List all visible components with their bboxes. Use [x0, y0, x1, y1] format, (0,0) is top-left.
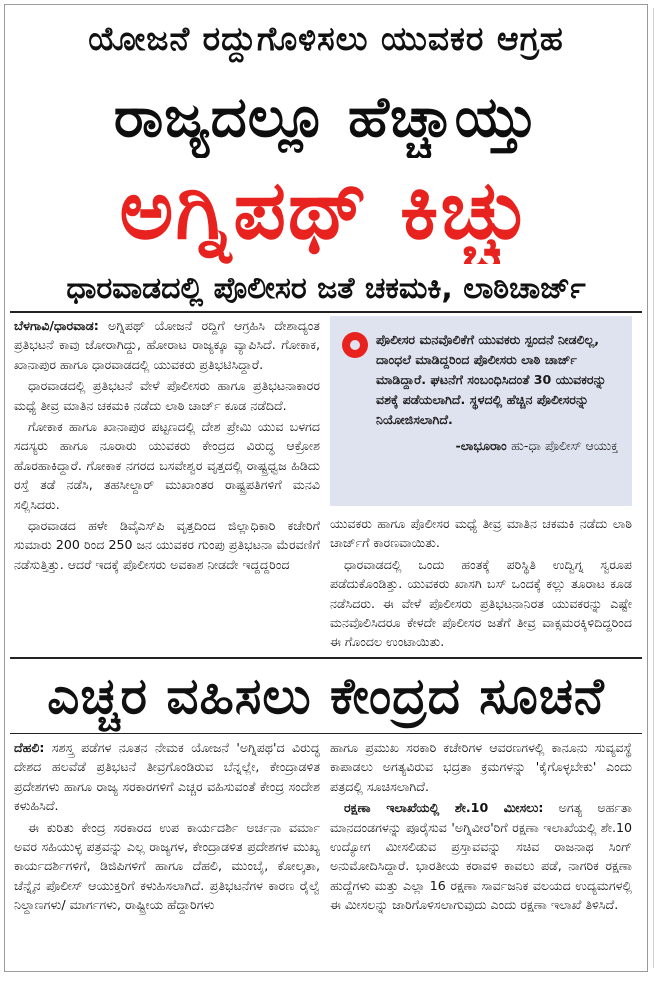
- headline: ರಾಜ್ಯದಲ್ಲೂ ಹೆಚ್ಚಾಯ್ತು: [113, 85, 539, 150]
- article-paragraph: ಈ ಕುರಿತು ಕೇಂದ್ರ ಸರಕಾರದ ಉಪ ಕಾರ್ಯದರ್ಶಿ ಅರ್ಚನಾ ವರ್ಮಾ ಅವರ ಸಹಿಯುಳ್ಳ ಪತ್ರವನ್ನು ಎಲ್ಲ ರಾಜ್ಯಗಳ, ಕೇಂದ್ರಾಡಳಿತ ಪ್ರದೇಶಗಳ ಮುಖ್ಯ ಕಾರ್ಯದರ್ಶಿಗಳಿಗೆ, ಡಿಜಿಪಿಗಳಿಗೆ ಹಾಗೂ ದೆಹಲಿ, ಮುಂಬೈ, ಕೋಲ್ಕತಾ, ಚೆನ್ನೈನ ಪೊಲೀಸ್ ಆಯುಕ್ತರಿಗೆ ಕಳುಹಿಸಲಾಗಿದೆ. ಪ್ರತಿಭಟನೆಗಳ ಕಾರಣ ರೈಲ್ವೆ ನಿಲ್ದಾಣಗಳು/ ಮಾರ್ಗಗಳು, ರಾಷ್ಟ್ರೀಯ ಹೆದ್ದಾರಿಗಳು: [14, 819, 320, 913]
- article-paragraph: ಧಾರವಾಡದ ಹಳೇ ಡಿವೈಎಸ್‌ಪಿ ವೃತ್ತದಿಂದ ಜಿಲ್ಲಾಧಿಕಾರಿ ಕಚೇರಿಗೆ ಸುಮಾರು 200 ರಿಂದ 250 ಜನ ಯುವಕರ ಗುಂಪು ಪ್ರತಿಭಟನಾ ಮೆರವಣಿಗೆ ನಡೆಸುತ್ತಿತ್ತು. ಆದರೆ ಇದಕ್ಕೆ ಪೊಲೀಸರು ಅವಕಾಶ ನೀಡದೇ ಇದ್ದದ್ದರಿಂದ: [14, 518, 320, 572]
- dateline: ದೆಹಲಿ:: [14, 740, 45, 755]
- pull-quote: [330, 316, 632, 506]
- article-paragraph: ಗೋಕಾಕ ಹಾಗೂ ಖಾನಾಪುರ ಪಟ್ಟಣದಲ್ಲಿ ದೇಶ ಪ್ರೇಮಿ ಯುವ ಬಳಗದ ಸದಸ್ಯರು ಹಾಗೂ ನೂರಾರು ಯುವಕರು ಕೇಂದ್ರದ ವಿರುದ್ಧ ಆಕ್ರೋಶ ಹೊರಹಾಕಿದ್ದಾರೆ. ಗೋಕಾಕ ನಗರದ ಬಸವೇಶ್ವರ ವೃತ್ತದಲ್ಲಿ ರಾಷ್ಟ್ರಧ್ವಜ ಹಿಡಿದು ರಸ್ತೆ ತಡೆ ನಡೆಸಿ, ತಹಸೀಲ್ದಾರ್ ಮುಖಾಂತರ ರಾಷ್ಟ್ರಪತಿಗಳಿಗೆ ಮನವಿ ಸಲ್ಲಿಸಿದರು.: [14, 419, 320, 512]
- article-paragraph: ರಕ್ಷಣಾ ಇಲಾಖೆಯಲ್ಲಿ ಶೇ.10 ಮೀಸಲು: ಅಗತ್ಯ ಅರ್ಹತಾ ಮಾನದಂಡಗಳನ್ನು ಪೂರೈಸುವ 'ಅಗ್ನಿವೀರ'ರಿಗೆ ರಕ್ಷಣಾ ಇಲಾಖೆಯಲ್ಲಿ ಶೇ.10 ಉದ್ಯೋಗ ಮೀಸಲಿಡುವ ಪ್ರಸ್ತಾವವನ್ನು ಸಚಿವ ರಾಜನಾಥ ಸಿಂಗ್ ಅನುಮೋದಿಸಿದ್ದಾರೆ. ಭಾರತೀಯ ಕರಾವಳಿ ಕಾವಲು ಪಡೆ, ನಾಗರಿಕ ರಕ್ಷಣಾ ಹುದ್ದೆಗಳು ಮತ್ತು ಎಲ್ಲಾ 16 ರಕ್ಷಣಾ ಸಾರ್ವಜನಿಕ ವಲಯದ ಉದ್ಯಮಗಳಲ್ಲಿ ಈ ಮೀಸಲನ್ನು ಜಾರಿಗೊಳಿಸಲಾಗುವುದು ಎಂದು ರಕ್ಷಣಾ ಇಲಾಖೆ ತಿಳಿಸಿದೆ.: [330, 800, 632, 913]
- pull-quote-text: ಪೊಲೀಸರ ಮನವೊಲಿಕೆಗೆ ಯುವಕರು ಸ್ಪಂದನೆ ನೀಡಲಿಲ್ಲ, ದಾಂಧಲೆ ಮಾಡಿದ್ದರಿಂದ ಪೊಲೀಸರು ಲಾಠಿ ಚಾರ್ಜ್ ಮಾಡಿದ್ದಾರೆ. ಘಟನೆಗೆ ಸಂಬಂಧಿಸಿದಂತೆ 30 ಯುವಕರನ್ನು ವಶಕ್ಕೆ ಪಡೆಯಲಾಗಿದೆ. ಸ್ಥಳದಲ್ಲಿ ಹೆಚ್ಚಿನ ಪೊಲೀಸರನ್ನು ನಿಯೋಜಿಸಲಾಗಿದೆ.: [376, 332, 607, 427]
- headline-2: ಎಚ್ಚರ ವಹಿಸಲು ಕೇಂದ್ರದ ಸೂಚನೆ: [47, 666, 605, 725]
- subheadline-rule: [10, 311, 642, 313]
- subsection-lead: ರಕ್ಷಣಾ ಇಲಾಖೆಯಲ್ಲಿ ಶೇ.10 ಮೀಸಲು:: [344, 800, 544, 816]
- page-edge-line: [653, 8, 654, 968]
- quote-icon: [342, 332, 368, 358]
- pull-quote-author: [376, 436, 618, 456]
- article-paragraph: ಧಾರವಾಡದಲ್ಲಿ ಪ್ರತಿಭಟನೆ ವೇಳೆ ಪೊಲೀಸರು ಹಾಗೂ ಪ್ರತಿಭಟನಾಕಾರರ ಮಧ್ಯೆ ತೀವ್ರ ಮಾತಿನ ಚಕಮಕಿ ನಡೆದು ಲಾಠಿ ಚಾರ್ಜ್ ಕೂಡ ನಡೆದಿದೆ.: [14, 378, 320, 413]
- page-bottom: [0, 975, 670, 993]
- kicker: ಯೋಜನೆ ರದ್ದುಗೊಳಿಸಲು ಯುವಕರ ಆಗ್ರಹ: [88, 19, 564, 58]
- article-right-column: [330, 514, 632, 656]
- dateline: ಬೆಳಗಾವಿ/ಧಾರವಾಡ:: [14, 318, 99, 333]
- article2-right-column: [330, 738, 632, 970]
- article-paragraph: ಧಾರವಾಡದಲ್ಲಿ ಒಂದು ಹಂತಕ್ಕೆ ಪರಿಸ್ಥಿತಿ ಉದ್ವಿಗ್ನ ಸ್ವರೂಪ ಪಡೆದುಕೊಂಡಿತ್ತು. ಯುವಕರು ಖಾಸಗಿ ಬಸ್ ಒಂದಕ್ಕೆ ಕಲ್ಲು ತೂರಾಟ ಕೂಡ ನಡೆಸಿದರು. ಈ ವೇಳೆ ಪೊಲೀಸರು ಪ್ರತಿಭಟನಾನಿರತ ಯುವಕರನ್ನು ಎಷ್ಟೇ ಮನವೊಲಿಸಿದರೂ ಕೇಳದೇ ಪೊಲೀಸರ ಜತೆಗೆ ತೀವ್ರ ವಾಕ್ಸಮರಕ್ಕಿಳಿದಿದ್ದರಿಂದ ಈ ಗೊಂದಲ ಉಂಟಾಯಿತು.: [330, 556, 632, 650]
- article2-left-column: [14, 738, 320, 970]
- author-title: ಹು-ಧಾ ಪೊಲೀಸ್ ಆಯುಕ್ತ: [511, 438, 618, 453]
- article-left-column: [14, 316, 320, 656]
- headline-2-rule: [10, 733, 642, 734]
- author-name: -ಲಾಭೂರಾಂ: [455, 438, 507, 453]
- headline-red: ಅಗ್ನಿಪಥ್ ಕಿಚ್ಚು: [119, 163, 533, 258]
- section-rule: [10, 657, 642, 659]
- article-paragraph: ಹಾಗೂ ಪ್ರಮುಖ ಸರಕಾರಿ ಕಚೇರಿಗಳ ಆವರಣಗಳಲ್ಲಿ ಕಾನೂನು ಸುವ್ಯವಸ್ಥೆ ಕಾಪಾಡಲು ಅಗತ್ಯವಿರುವ ಭದ್ರತಾ ಕ್ರಮಗಳನ್ನು 'ಕೈಗೊಳ್ಳಬೇಕು' ಎಂದು ಪತ್ರದಲ್ಲಿ ಸೂಚಿಸಲಾಗಿದೆ.: [330, 740, 632, 794]
- subheadline: ಧಾರವಾಡದಲ್ಲಿ ಪೊಲೀಸರ ಜತೆ ಚಕಮಕಿ, ಲಾಠಿಚಾರ್ಜ್: [66, 270, 586, 306]
- article-paragraph: ಯುವಕರು ಹಾಗೂ ಪೊಲೀಸರ ಮಧ್ಯೆ ತೀವ್ರ ಮಾತಿನ ಚಕಮಕಿ ನಡೆದು ಲಾಠಿ ಚಾರ್ಜ್‌ಗೆ ಕಾರಣವಾಯಿತು.: [330, 516, 632, 551]
- article-paragraph: ಬೆಳಗಾವಿ/ಧಾರವಾಡ: ಅಗ್ನಿಪಥ್ ಯೋಜನೆ ರದ್ದಿಗೆ ಆಗ್ರಹಿಸಿ ದೇಶಾದ್ಯಂತ ಪ್ರತಿಭಟನೆ ಕಾವು ಜೋರಾಗಿದ್ದು, ಹೋರಾಟ ರಾಜ್ಯಕ್ಕೂ ವ್ಯಾಪಿಸಿದೆ. ಗೋಕಾಕ, ಖಾನಾಪುರ ಹಾಗೂ ಧಾರವಾಡದಲ್ಲಿ ಯುವಕರು ಪ್ರತಿಭಟಿಸಿದ್ದಾರೆ.: [14, 318, 320, 372]
- article-paragraph: ದೆಹಲಿ: ಸಶಸ್ತ್ರ ಪಡೆಗಳ ನೂತನ ನೇಮಕ ಯೋಜನೆ 'ಅಗ್ನಿಪಥ'ದ ವಿರುದ್ಧ ದೇಶದ ಹಲವೆಡೆ ಪ್ರತಿಭಟನೆ ತೀವ್ರಗೊಂಡಿರುವ ಬೆನ್ನಲ್ಲೇ, ಕೇಂದ್ರಾಡಳಿತ ಪ್ರದೇಶಗಳು ಹಾಗೂ ರಾಜ್ಯ ಸರಕಾರಗಳಿಗೆ ಎಚ್ಚರ ವಹಿಸುವಂತೆ ಕೇಂದ್ರ ಸಂದೇಶ ಕಳುಹಿಸಿದೆ.: [14, 740, 320, 814]
